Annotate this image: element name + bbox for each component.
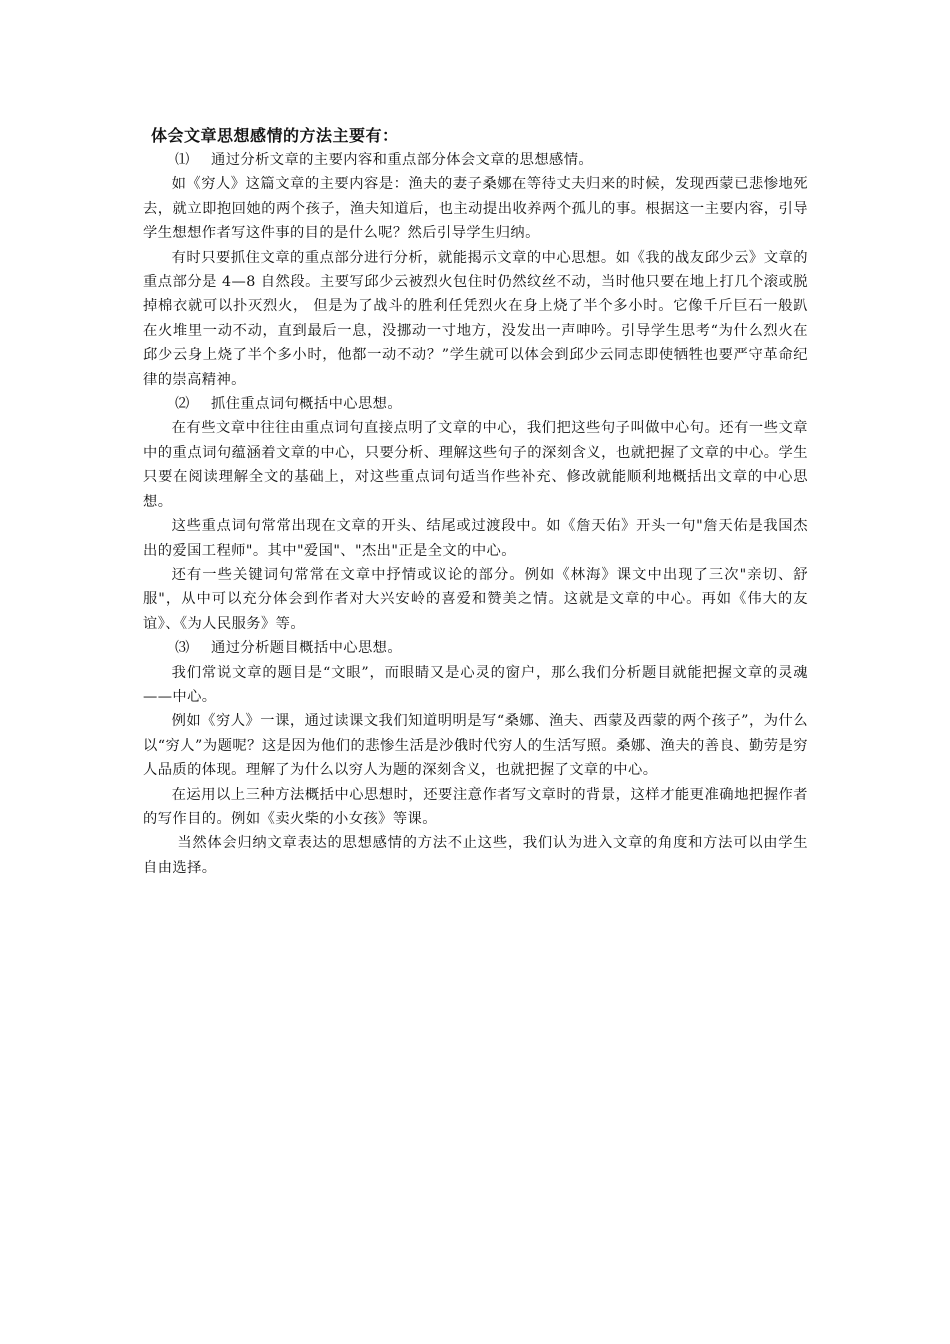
paragraph-6: 我们常说文章的题目是“文眼”，而眼睛又是心灵的窗户，那么我们分析题目就能把握文章的灵魂——中心。 bbox=[143, 664, 808, 705]
paragraph-8: 在运用以上三种方法概括中心思想时，还要注意作者写文章时的背景，这样才能更准确地把握作者的写作目的。例如《卖火柴的小女孩》等课。 bbox=[143, 786, 808, 827]
document-page bbox=[143, 124, 808, 880]
method-heading-3-text: 通过分析题目概括中心思想。 bbox=[211, 640, 403, 657]
method-number-1: ⑴ bbox=[175, 152, 190, 168]
paragraph-4: 这些重点词句常常出现在文章的开头、结尾或过渡段中。如《詹天佑》开头一句"詹天佑是我国杰出的爱国工程师"。其中"爱国"、"杰出"正是全文的中心。 bbox=[143, 518, 808, 559]
paragraph-5: 还有一些关键词句常常在文章中抒情或议论的部分。例如《林海》课文中出现了三次"亲切、舒服"，从中可以充分体会到作者对大兴安岭的喜爱和赞美之情。这就是文章的中心。再如《伟大的友谊》、《为人民服务》等。 bbox=[143, 566, 808, 632]
paragraph-2: 有时只要抓住文章的重点部分进行分析，就能揭示文章的中心思想。如《我的战友邱少云》文章的重点部分是 4—8 自然段。主要写邱少云被烈火包住时仍然纹丝不动，当时他只要在地上打几个滚或脱掉棉衣就可以扑灭烈火， 但是为了战斗的胜利任凭烈火在身上烧了半个多小时。它像千斤巨石一般趴在火堆里一动不动，直到最后一息，没挪动一寸地方，没发出一声呻吟。引导学生思考“为什么烈火在邱少云身上烧了半个多小时，他都一动不动？”学生就可以体会到邱少云同志即使牺牲也要严守革命纪律的崇高精神。 bbox=[143, 249, 808, 388]
method-heading-2 bbox=[143, 392, 808, 416]
paragraph-1: 如《穷人》这篇文章的主要内容是：渔夫的妻子桑娜在等待丈夫归来的时候，发现西蒙已悲惨地死去，就立即抱回她的两个孩子，渔夫知道后，也主动提出收养两个孤儿的事。根据这一主要内容，引导学生想想作者写这件事的目的是什么呢？然后引导学生归纳。 bbox=[143, 176, 808, 242]
paragraph-3: 在有些文章中往往由重点词句直接点明了文章的中心，我们把这些句子叫做中心句。还有一些文章中的重点词句蕴涵着文章的中心，只要分析、理解这些句子的深刻含义，也就把握了文章的中心。学生只要在阅读理解全文的基础上，对这些重点词句适当作些补充、修改就能顺利地概括出文章的中心思想。 bbox=[143, 420, 808, 510]
paragraph-9: 当然体会归纳文章表达的思想感情的方法不止这些，我们认为进入文章的角度和方法可以由学生自由选择。 bbox=[143, 835, 808, 876]
method-number-2: ⑵ bbox=[175, 396, 190, 413]
paragraph-7: 例如《穷人》一课，通过读课文我们知道明明是写“桑娜、渔夫、西蒙及西蒙的两个孩子”，为什么以“穷人”为题呢？这是因为他们的悲惨生活是沙俄时代穷人的生活写照。桑娜、渔夫的善良、勤劳是穷人品质的体现。理解了为什么以穷人为题的深刻含义，也就把握了文章的中心。 bbox=[143, 713, 808, 779]
method-heading-1 bbox=[143, 148, 808, 172]
method-number-3: ⑶ bbox=[175, 640, 190, 657]
method-heading-1-text: 通过分析文章的主要内容和重点部分体会文章的思想感情。 bbox=[211, 152, 594, 168]
document-title: 体会文章思想感情的方法主要有： bbox=[151, 126, 399, 145]
method-heading-2-text: 抓住重点词句概括中心思想。 bbox=[211, 396, 403, 413]
method-heading-3 bbox=[143, 636, 808, 660]
